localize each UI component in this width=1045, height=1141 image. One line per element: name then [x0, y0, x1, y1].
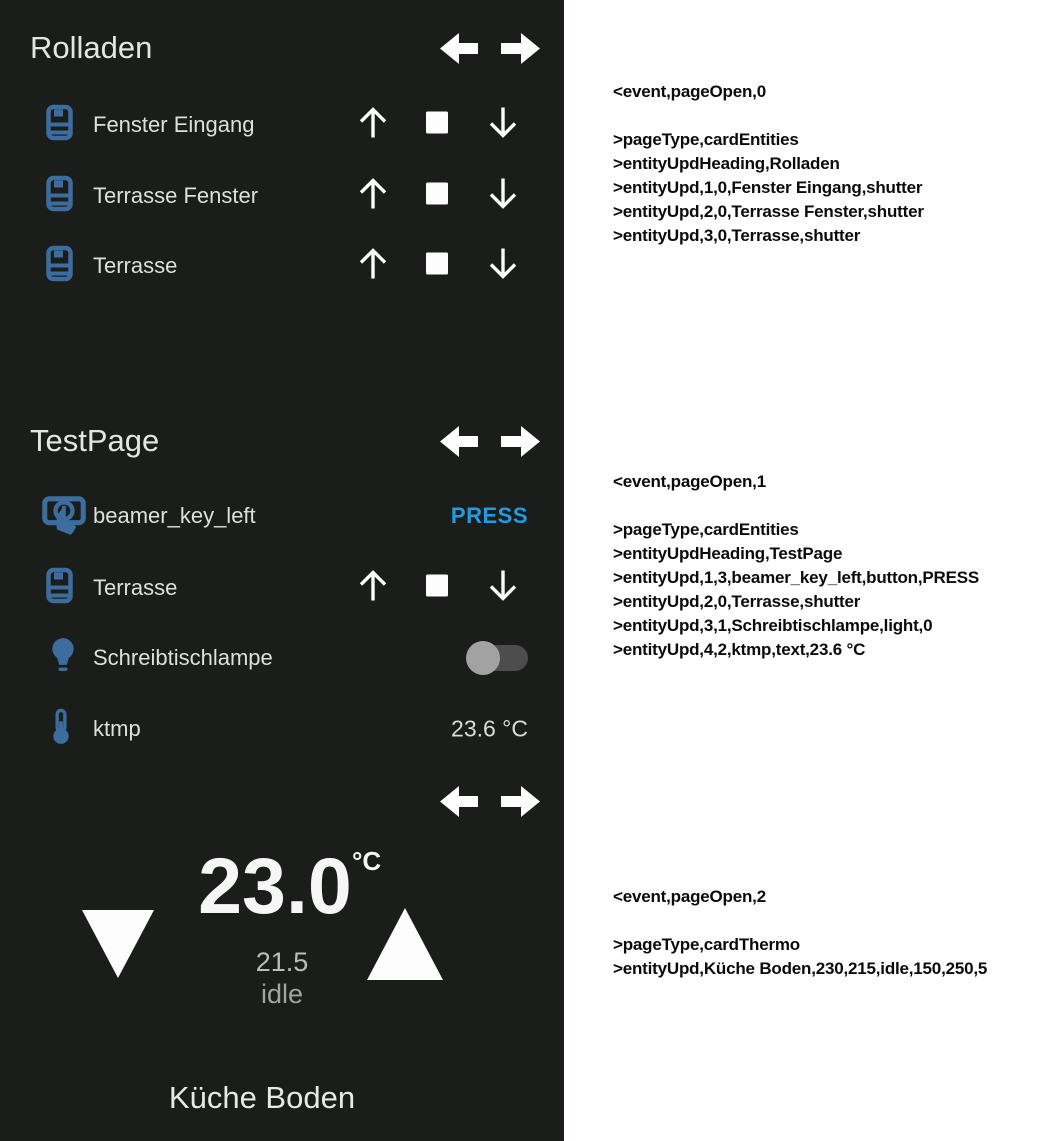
shutter-up-button[interactable] — [356, 176, 390, 217]
log-line: >pageType,cardEntities — [613, 520, 799, 539]
thermostat-title: Küche Boden — [168, 1080, 356, 1115]
entity-label: Terrasse — [93, 253, 178, 278]
prev-page-button[interactable] — [440, 786, 480, 817]
entity-label: ktmp — [93, 716, 141, 741]
toggle-knob — [466, 641, 500, 675]
entity-label: Terrasse Fenster — [93, 183, 259, 208]
shutter-up-button[interactable] — [356, 105, 390, 146]
log-line: >entityUpd,2,0,Terrasse Fenster,shutter — [613, 202, 924, 221]
press-button[interactable]: PRESS — [450, 503, 528, 528]
next-page-button[interactable] — [501, 33, 541, 64]
lightbulb-icon — [47, 636, 79, 681]
current-temperature: 23.0 — [198, 841, 352, 930]
shutter-up-button[interactable] — [356, 246, 390, 287]
shutter-stop-button[interactable] — [426, 183, 448, 210]
entity-row — [0, 623, 564, 693]
shutter-down-button[interactable] — [486, 105, 520, 146]
log-block-page0 — [613, 80, 1043, 248]
page-title-rolladen: Rolladen — [30, 30, 153, 65]
log-line: >entityUpd,3,1,Schreibtischlampe,light,0 — [613, 616, 933, 635]
page-title-testpage: TestPage — [30, 423, 160, 458]
arrow-right-icon — [501, 33, 540, 64]
log-line: >entityUpd,4,2,ktmp,text,23.6 °C — [613, 640, 866, 659]
log-line: <event,pageOpen,1 — [613, 472, 766, 491]
shutter-icon — [46, 568, 73, 609]
entity-row — [0, 90, 564, 160]
log-line: <event,pageOpen,2 — [613, 887, 766, 906]
shutter-down-button[interactable] — [486, 568, 520, 609]
log-line: >pageType,cardEntities — [613, 130, 799, 149]
hvac-state: idle — [260, 979, 304, 1009]
entity-row — [0, 161, 564, 231]
log-line: >entityUpdHeading,TestPage — [613, 544, 843, 563]
shutter-down-button[interactable] — [486, 176, 520, 217]
arrow-right-icon — [501, 426, 540, 457]
log-line: >entityUpd,Küche Boden,230,215,idle,150,250,5 — [613, 959, 988, 978]
target-temperature: 21.5 — [255, 947, 309, 977]
log-block-page1 — [613, 470, 1043, 662]
light-toggle[interactable] — [468, 645, 528, 671]
prev-page-button[interactable] — [440, 33, 480, 64]
arrow-left-icon — [440, 426, 478, 457]
temperature-value: 23.6 °C — [451, 715, 528, 742]
entity-row — [0, 553, 564, 623]
shutter-icon — [46, 105, 73, 146]
entity-row — [0, 231, 564, 301]
tap-button-icon — [42, 492, 86, 541]
entity-row — [0, 481, 564, 551]
arrow-left-icon — [440, 786, 478, 817]
log-line: >pageType,cardThermo — [613, 935, 800, 954]
log-block-page2 — [613, 885, 1043, 981]
shutter-icon — [46, 246, 73, 287]
prev-page-button[interactable] — [440, 426, 480, 457]
shutter-down-button[interactable] — [486, 246, 520, 287]
log-line: >entityUpd,1,3,beamer_key_left,button,PRESS — [613, 568, 979, 587]
log-line: <event,pageOpen,0 — [613, 82, 766, 101]
log-line: >entityUpd,1,0,Fenster Eingang,shutter — [613, 178, 923, 197]
temperature-unit: °C — [352, 846, 382, 876]
log-line — [613, 494, 1043, 518]
shutter-stop-button[interactable] — [426, 112, 448, 139]
thermometer-icon — [52, 707, 70, 752]
log-line: >entityUpdHeading,Rolladen — [613, 154, 840, 173]
entity-row — [0, 694, 564, 764]
entity-label: Fenster Eingang — [93, 112, 255, 137]
log-line: >entityUpd,2,0,Terrasse,shutter — [613, 592, 861, 611]
shutter-stop-button[interactable] — [426, 575, 448, 602]
arrow-right-icon — [501, 786, 540, 817]
shutter-stop-button[interactable] — [426, 253, 448, 280]
shutter-icon — [46, 176, 73, 217]
arrow-left-icon — [440, 33, 478, 64]
next-page-button[interactable] — [501, 786, 541, 817]
log-line — [613, 104, 1043, 128]
log-line: >entityUpd,3,0,Terrasse,shutter — [613, 226, 861, 245]
log-line — [613, 909, 1043, 933]
entity-label: beamer_key_left — [93, 503, 256, 528]
next-page-button[interactable] — [501, 426, 541, 457]
entity-label: Terrasse — [93, 575, 178, 600]
entity-label: Schreibtischlampe — [93, 645, 273, 670]
shutter-up-button[interactable] — [356, 568, 390, 609]
